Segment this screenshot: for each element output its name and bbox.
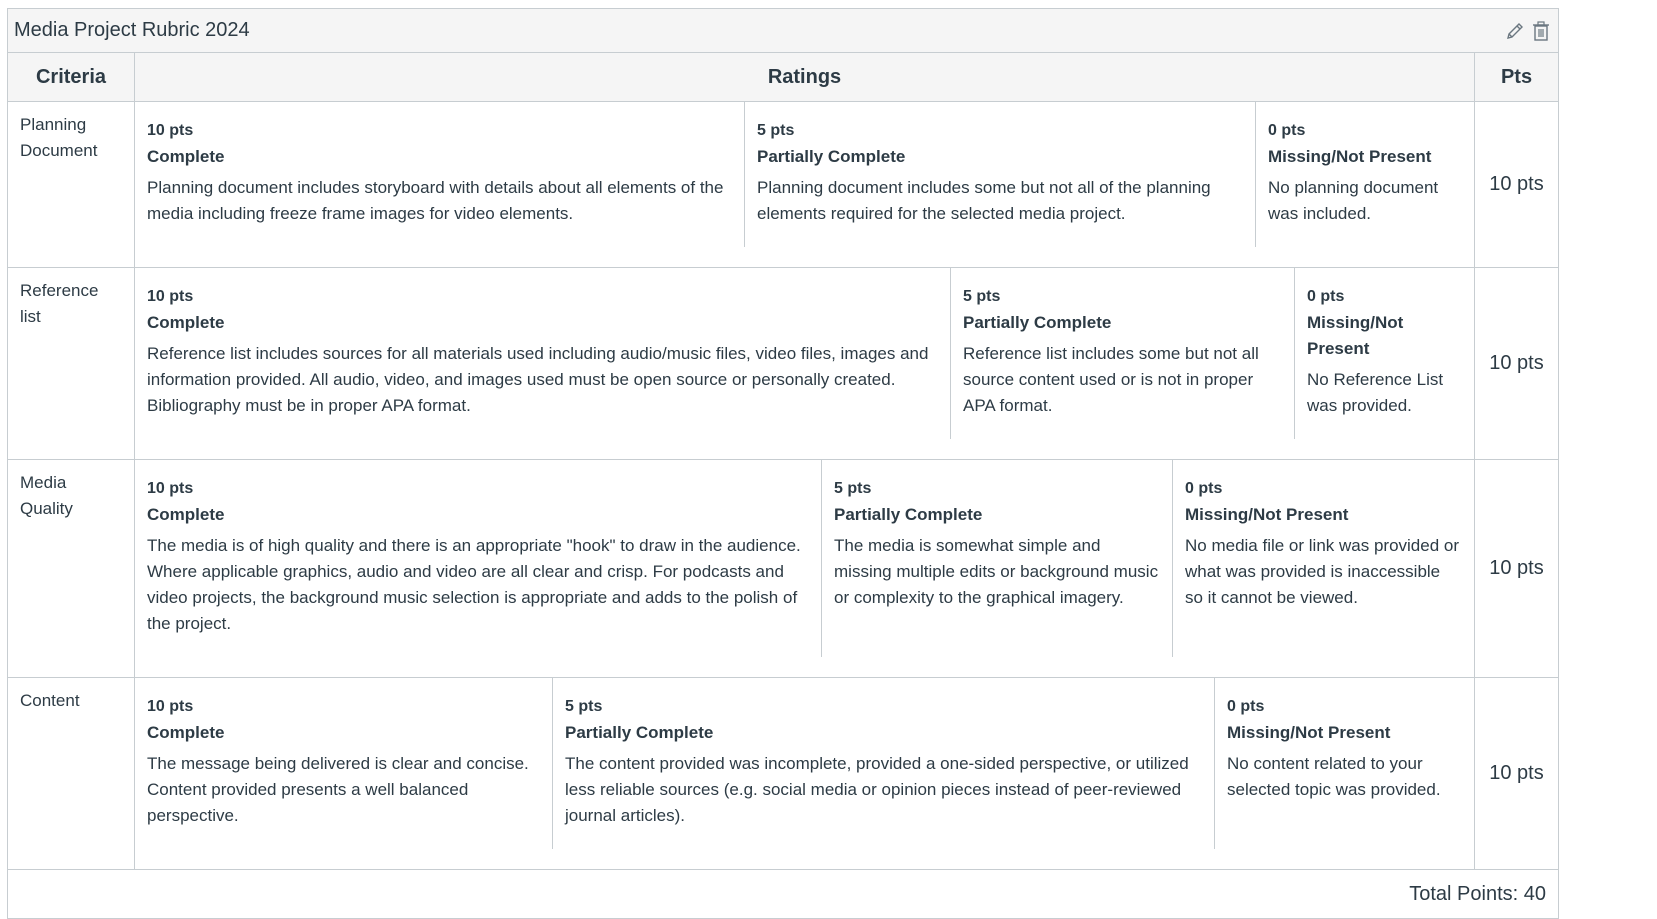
rating-description: The media is of high quality and there is an appropriate "hook" to draw in the audience. Where applicable graphics, audio and video are all clear and crisp. For podcasts and video projects, the background music selection is appropriate and adds to the polish of the project.: [147, 536, 801, 633]
rating: [135, 678, 553, 849]
ratings-cell: [135, 102, 1475, 268]
header-pts: Pts: [1475, 53, 1559, 102]
rating: [1215, 678, 1474, 849]
rating-title: Missing/Not Present: [1227, 723, 1391, 742]
rating-title: Partially Complete: [834, 505, 983, 524]
ratings-cell: [135, 678, 1475, 870]
criterion-row: [8, 102, 1558, 268]
rating-points: 0 pts: [1307, 288, 1345, 305]
rating: [822, 460, 1173, 657]
rubric-table: [8, 53, 1558, 870]
rating-title: Complete: [147, 147, 225, 166]
rating-title: Complete: [147, 505, 225, 524]
rating-description: The media is somewhat simple and missing multiple edits or background music or complexity to the graphical imagery.: [834, 536, 1159, 607]
criterion-points: 10 pts: [1475, 460, 1559, 678]
ratings-cell: [135, 460, 1475, 678]
rating-points: 0 pts: [1185, 480, 1223, 497]
rating-description: Planning document includes some but not all of the planning elements required for the selected media project.: [757, 178, 1211, 223]
rubric-title-bar: [8, 9, 1558, 53]
rating: [553, 678, 1215, 849]
rating-title: Partially Complete: [963, 313, 1112, 332]
rating-title: Missing/Not Present: [1268, 147, 1432, 166]
rating: [951, 268, 1295, 439]
rating-description: The content provided was incomplete, provided a one-sided perspective, or utilized less reliable sources (e.g. social media or opinion pieces instead of peer-reviewed journal articles).: [565, 754, 1189, 825]
rating-points: 10 pts: [147, 288, 194, 305]
header-criteria: Criteria: [8, 53, 135, 102]
rating-title: Complete: [147, 723, 225, 742]
rating: [1173, 460, 1474, 657]
rubric-panel: [7, 8, 1559, 919]
rating-title: Missing/Not Present: [1185, 505, 1349, 524]
total-points: Total Points: 40: [1409, 882, 1546, 905]
rating: [135, 102, 745, 247]
trash-icon[interactable]: [1530, 19, 1552, 43]
rating-points: 5 pts: [834, 480, 872, 497]
criterion-points: 10 pts: [1475, 678, 1559, 870]
total-points-row: [8, 870, 1558, 918]
rating-title: Missing/Not Present: [1307, 313, 1404, 358]
criterion-points: 10 pts: [1475, 102, 1559, 268]
rating-points: 5 pts: [565, 698, 603, 715]
rating-description: No content related to your selected topic was provided.: [1227, 754, 1441, 799]
ratings-cell: [135, 268, 1475, 460]
rating-points: 5 pts: [963, 288, 1001, 305]
criterion-name: Content: [8, 678, 135, 870]
criterion-name: Media Quality: [8, 460, 135, 678]
rating: [135, 268, 951, 439]
rating: [1295, 268, 1474, 439]
rating: [135, 460, 822, 657]
rating-points: 10 pts: [147, 480, 194, 497]
rating-description: Reference list includes some but not all source content used or is not in proper APA format.: [963, 344, 1259, 415]
rating: [745, 102, 1256, 247]
rating-description: No planning document was included.: [1268, 178, 1439, 223]
rating-title: Partially Complete: [757, 147, 906, 166]
rating-points: 10 pts: [147, 698, 194, 715]
rating-points: 0 pts: [1227, 698, 1265, 715]
rating-description: Planning document includes storyboard with details about all elements of the media including freeze frame images for video elements.: [147, 178, 724, 223]
rating-description: Reference list includes sources for all materials used including audio/music files, video files, images and information provided. All audio, video, and images used must be open source or personally created. Bibliography must be in proper APA format.: [147, 344, 929, 415]
rating-points: 0 pts: [1268, 122, 1306, 139]
criterion-row: [8, 678, 1558, 870]
rating-points: 5 pts: [757, 122, 795, 139]
rating-description: No media file or link was provided or what was provided is inaccessible so it cannot be viewed.: [1185, 536, 1460, 607]
criterion-row: [8, 460, 1558, 678]
pencil-icon[interactable]: [1504, 19, 1526, 43]
rating-points: 10 pts: [147, 122, 194, 139]
header-ratings: Ratings: [135, 53, 1475, 102]
rating-title: Partially Complete: [565, 723, 714, 742]
criterion-points: 10 pts: [1475, 268, 1559, 460]
rubric-title: Media Project Rubric 2024: [14, 19, 250, 41]
criterion-name: Reference list: [8, 268, 135, 460]
rating: [1256, 102, 1474, 247]
rubric-actions: [1504, 19, 1552, 43]
criterion-name: Planning Document: [8, 102, 135, 268]
rating-description: No Reference List was provided.: [1307, 370, 1444, 415]
criterion-row: [8, 268, 1558, 460]
rating-description: The message being delivered is clear and concise. Content provided presents a well balanced perspective.: [147, 754, 529, 825]
rating-title: Complete: [147, 313, 225, 332]
